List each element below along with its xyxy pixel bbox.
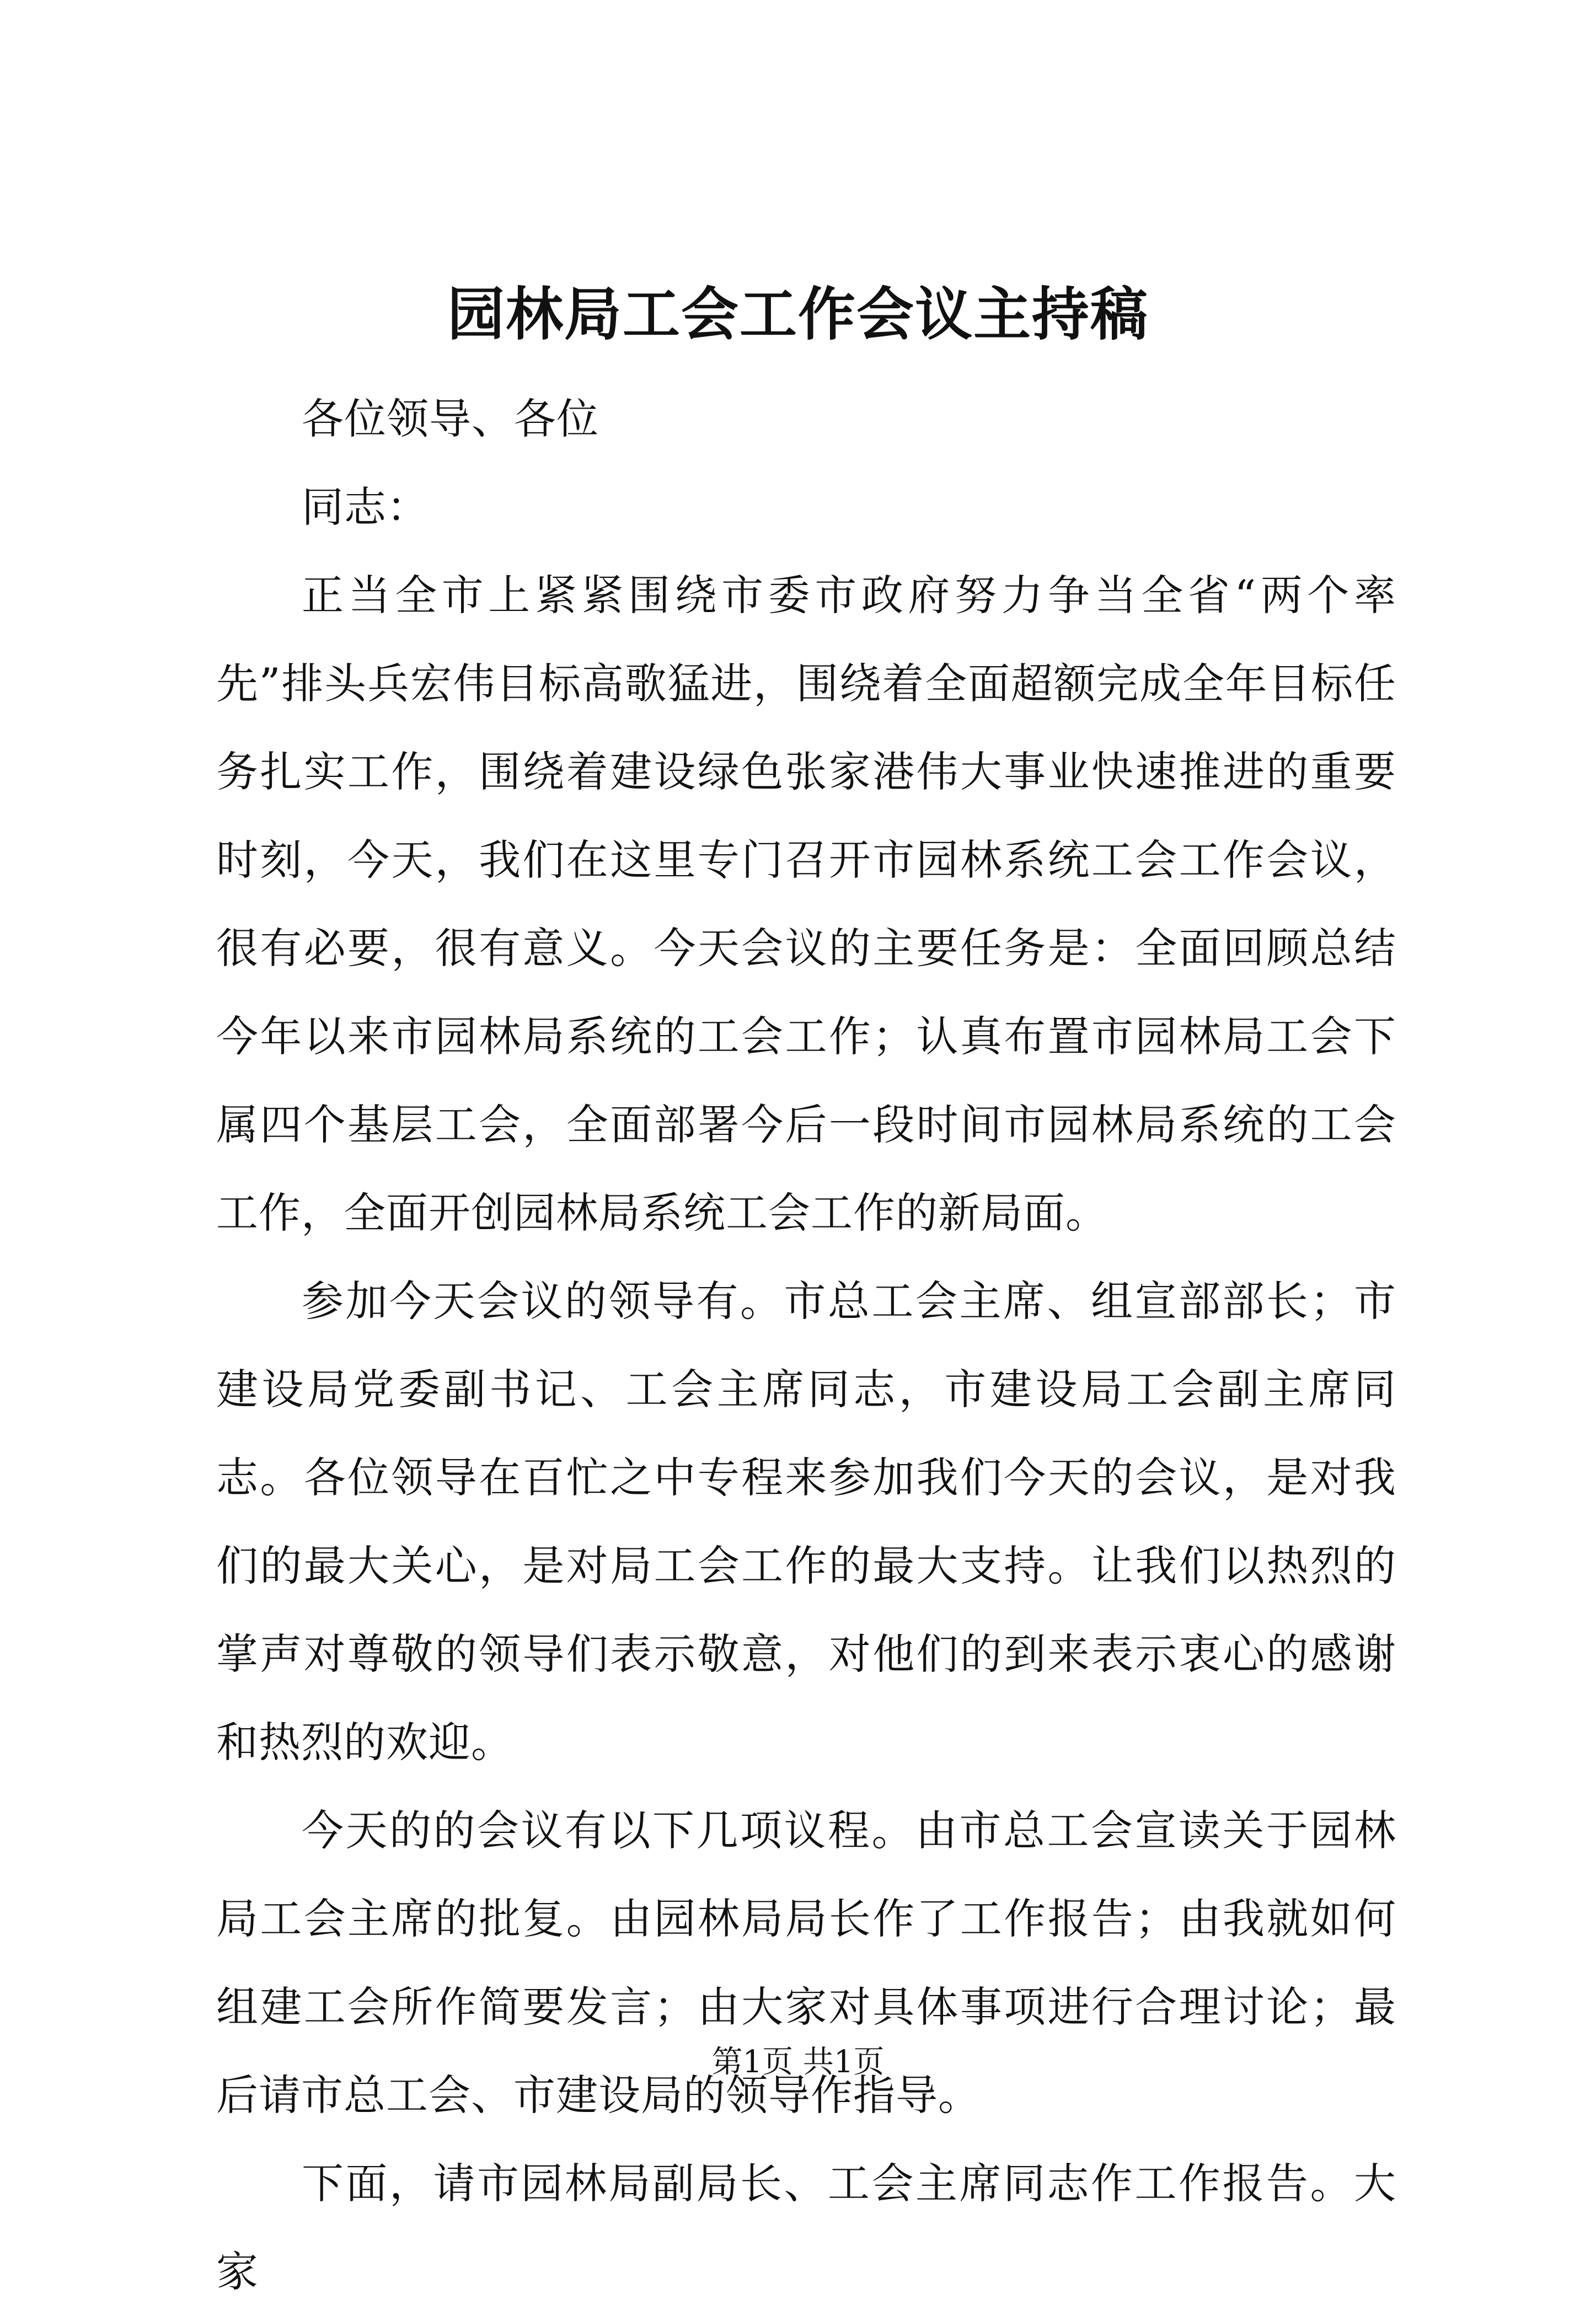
salutation-line-2: 同志： — [302, 482, 429, 532]
paragraph-attendees: 参加今天会议的领导有。市总工会主席、组宣部部长；市建设局党委副书记、工会主席同志，市建设局工会副主席同志。各位领导在百忙之中专程来参加我们今天的会议，是对我们的最大关心，是对局工会工作的最大支持。让我们以热烈的掌声对尊敬的领导们表示敬意，对他们的到来表示衷心的感谢和热烈的欢迎。 — [216, 1277, 1396, 1767]
salutation-line-1: 各位领导、各位 — [302, 394, 599, 443]
document-body — [216, 375, 1396, 2316]
page-footer: 第1页 共1页 — [711, 2044, 885, 2080]
paragraph-next: 下面，请市园林局副局长、工会主席同志作工作报告。大家 — [216, 2159, 1396, 2296]
paragraph-agenda: 今天的的会议有以下几项议程。由市总工会宣读关于园林局工会主席的批复。由园林局局长作了工作报告；由我就如何组建工会所作简要发言；由大家对具体事项进行合理讨论；最后请市总工会、市建设局的领导作指导。 — [216, 1806, 1396, 2120]
document-title: 园林局工会工作会议主持稿 — [447, 280, 1149, 348]
paragraph-opening: 正当全市上紧紧围绕市委市政府努力争当全省“两个率先”排头兵宏伟目标高歌猛进，围绕着全面超额完成全年目标任务扎实工作，围绕着建设绿色张家港伟大事业快速推进的重要时刻，今天，我们在这里专门召开市园林系统工会工作会议，很有必要，很有意义。今天会议的主要任务是：全面回顾总结今年以来市园林局系统的工会工作；认真布置市园林局工会下属四个基层工会，全面部署今后一段时间市园林局系统的工会工作，全面开创园林局系统工会工作的新局面。 — [216, 571, 1396, 1237]
